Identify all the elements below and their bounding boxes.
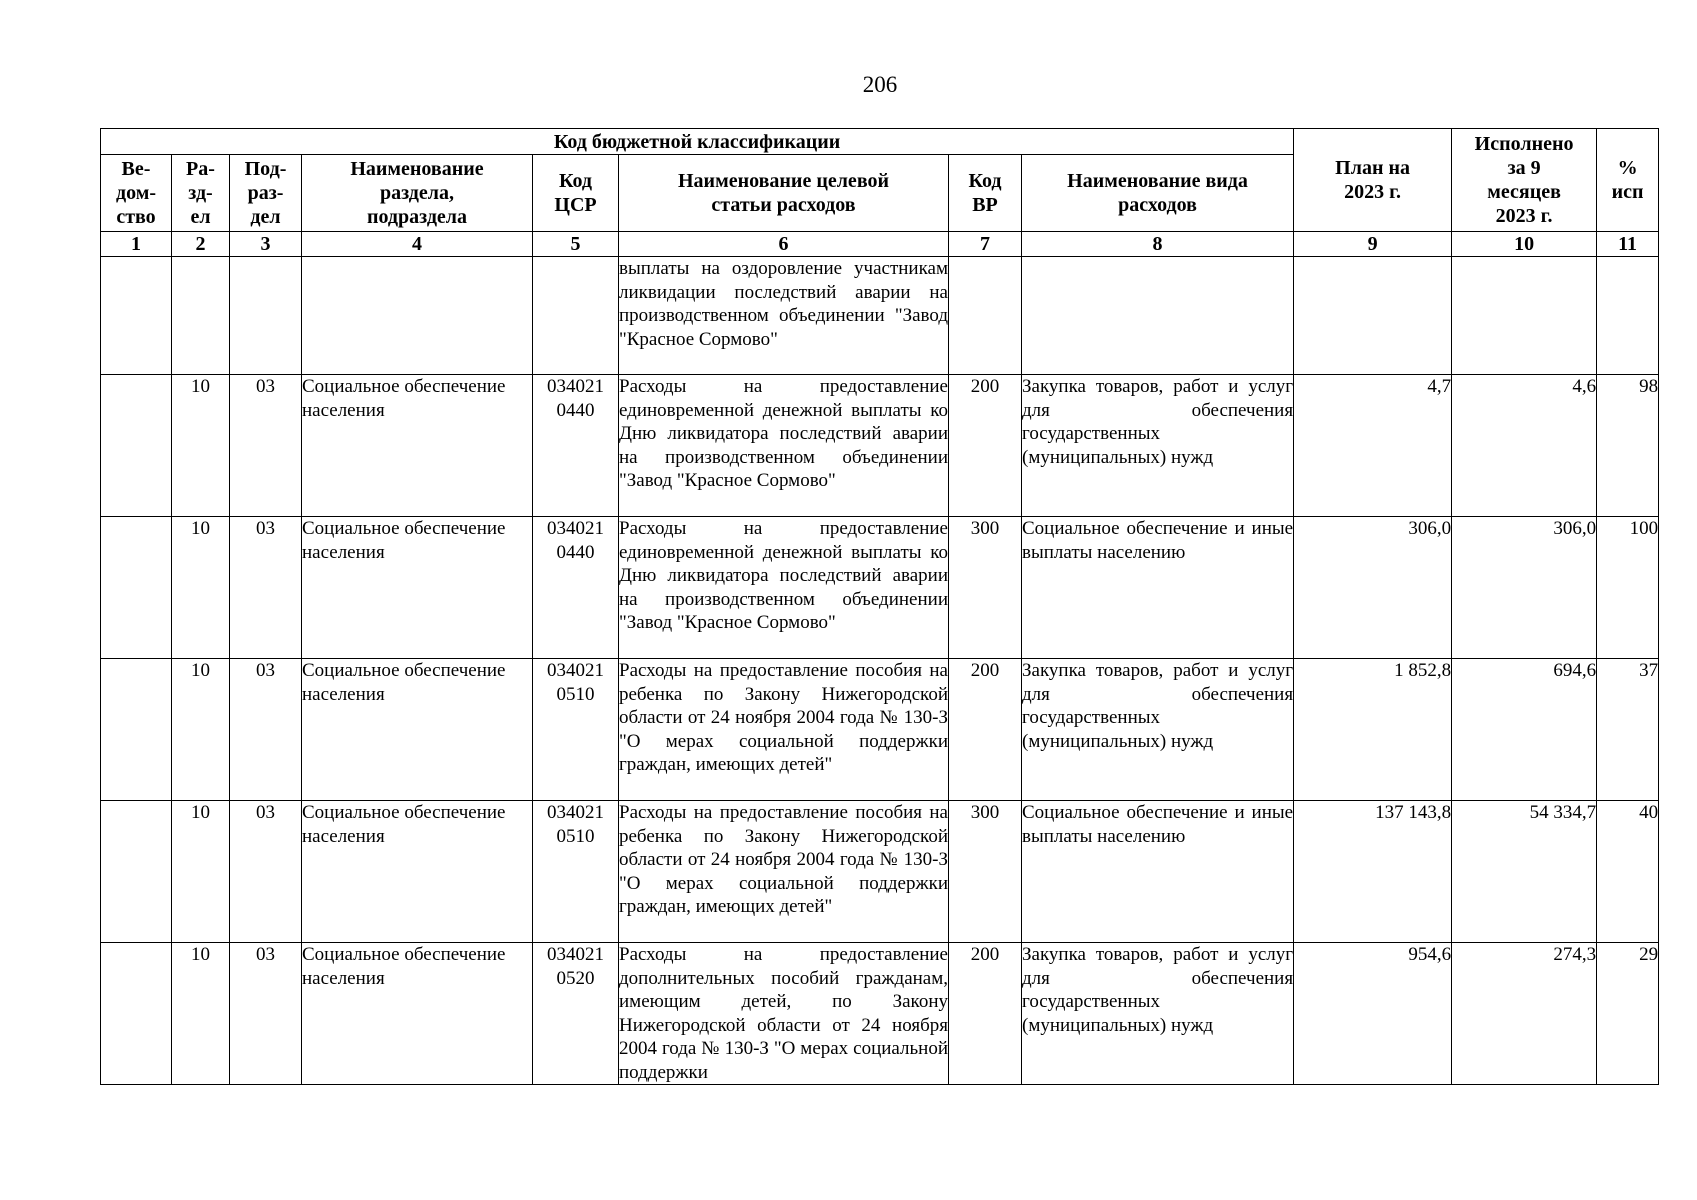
executed-cell: 54 334,7 [1452, 801, 1597, 943]
vedomstvo-cell [101, 375, 172, 517]
col-header-csr-code: Код ЦСР [533, 155, 619, 232]
csr-code-cell: 034021 0440 [533, 517, 619, 659]
podrazdel-cell: 03 [230, 375, 302, 517]
target-name-cell: Расходы на предоставление пособия на ребенка по Закону Нижегородской области от 24 ноября 2004 года № 130-З "О мерах социальной поддержки граждан, имеющих детей" [619, 801, 949, 943]
col-header-vr-code: Код ВР [949, 155, 1022, 232]
section-name-cell: Социальное обеспечение населения [302, 943, 533, 1085]
plan-cell: 4,7 [1294, 375, 1452, 517]
plan-cell: 306,0 [1294, 517, 1452, 659]
vr-code-cell: 200 [949, 943, 1022, 1085]
col-number: 3 [230, 232, 302, 257]
vedomstvo-cell [101, 801, 172, 943]
vedomstvo-cell [101, 659, 172, 801]
podrazdel-cell: 03 [230, 943, 302, 1085]
razdel-cell: 10 [172, 375, 230, 517]
podrazdel-cell: 03 [230, 659, 302, 801]
section-name-cell: Социальное обеспечение населения [302, 375, 533, 517]
vr-code-cell: 200 [949, 659, 1022, 801]
col-header-razdel: Ра- зд- ел [172, 155, 230, 232]
col-header-plan: План на 2023 г. [1294, 129, 1452, 232]
col-number: 8 [1022, 232, 1294, 257]
csr-code-cell: 034021 0510 [533, 659, 619, 801]
executed-cell: 694,6 [1452, 659, 1597, 801]
razdel-cell: 10 [172, 659, 230, 801]
vedomstvo-cell [101, 517, 172, 659]
expense-type-cell: Закупка товаров, работ и услуг для обеспечения государственных (муниципальных) нужд [1022, 659, 1294, 801]
table-row-continuation [101, 257, 1659, 375]
table-row [101, 943, 1659, 1085]
col-header-executed: Исполнено за 9 месяцев 2023 г. [1452, 129, 1597, 232]
plan-cell: 137 143,8 [1294, 801, 1452, 943]
plan-cell: 954,6 [1294, 943, 1452, 1085]
section-name-cell: Социальное обеспечение населения [302, 517, 533, 659]
target-name-cell: Расходы на предоставление единовременной денежной выплаты ко Дню ликвидатора последствий аварии на производственном объединении "Завод "Красное Сормово" [619, 517, 949, 659]
percent-cell: 37 [1597, 659, 1659, 801]
percent-cell: 40 [1597, 801, 1659, 943]
section-name-cell: Социальное обеспечение населения [302, 801, 533, 943]
col-header-target-name: Наименование целевой статьи расходов [619, 155, 949, 232]
col-header-expense-type: Наименование вида расходов [1022, 155, 1294, 232]
csr-code-cell: 034021 0520 [533, 943, 619, 1085]
col-number: 10 [1452, 232, 1597, 257]
executed-cell: 274,3 [1452, 943, 1597, 1085]
target-name-cell: выплаты на оздоровление участникам ликвидации последствий аварии на производственном объединении "Завод "Красное Сормово" [619, 257, 949, 375]
percent-cell: 29 [1597, 943, 1659, 1085]
podrazdel-cell: 03 [230, 801, 302, 943]
table-row [101, 659, 1659, 801]
csr-code-cell: 034021 0440 [533, 375, 619, 517]
expense-type-cell: Социальное обеспечение и иные выплаты населению [1022, 801, 1294, 943]
col-header-section-name: Наименование раздела, подраздела [302, 155, 533, 232]
razdel-cell: 10 [172, 943, 230, 1085]
vedomstvo-cell [101, 943, 172, 1085]
vr-code-cell: 200 [949, 375, 1022, 517]
page-number: 206 [862, 72, 898, 97]
table-row [101, 517, 1659, 659]
col-number: 9 [1294, 232, 1452, 257]
csr-code-cell: 034021 0510 [533, 801, 619, 943]
col-number: 11 [1597, 232, 1659, 257]
expense-type-cell: Закупка товаров, работ и услуг для обеспечения государственных (муниципальных) нужд [1022, 943, 1294, 1085]
col-header-percent: % исп [1597, 129, 1659, 232]
razdel-cell: 10 [172, 517, 230, 659]
col-number: 7 [949, 232, 1022, 257]
vr-code-cell: 300 [949, 517, 1022, 659]
percent-cell: 100 [1597, 517, 1659, 659]
col-number: 2 [172, 232, 230, 257]
target-name-cell: Расходы на предоставление дополнительных пособий гражданам, имеющим детей, по Закону Нижегородской области от 24 ноября 2004 года № 130-З "О мерах социальной поддержки [619, 944, 948, 1083]
executed-cell: 306,0 [1452, 517, 1597, 659]
table-row [101, 375, 1659, 517]
budget-code-group-header: Код бюджетной классификации [101, 129, 1294, 155]
plan-cell: 1 852,8 [1294, 659, 1452, 801]
podrazdel-cell: 03 [230, 517, 302, 659]
col-header-vedomstvo: Ве- дом- ство [101, 155, 172, 232]
target-name-cell: Расходы на предоставление единовременной денежной выплаты ко Дню ликвидатора последствий аварии на производственном объединении "Завод "Красное Сормово" [619, 375, 949, 517]
col-number: 5 [533, 232, 619, 257]
table-row [101, 801, 1659, 943]
executed-cell: 4,6 [1452, 375, 1597, 517]
percent-cell: 98 [1597, 375, 1659, 517]
section-name-cell: Социальное обеспечение населения [302, 659, 533, 801]
col-header-podrazdel: Под- раз- дел [230, 155, 302, 232]
expense-type-cell: Социальное обеспечение и иные выплаты населению [1022, 517, 1294, 659]
col-number: 6 [619, 232, 949, 257]
budget-table [100, 128, 1659, 1085]
target-name-cell: Расходы на предоставление пособия на ребенка по Закону Нижегородской области от 24 ноября 2004 года № 130-З "О мерах социальной поддержки граждан, имеющих детей" [619, 659, 949, 801]
col-number: 4 [302, 232, 533, 257]
razdel-cell: 10 [172, 801, 230, 943]
expense-type-cell: Закупка товаров, работ и услуг для обеспечения государственных (муниципальных) нужд [1022, 375, 1294, 517]
vr-code-cell: 300 [949, 801, 1022, 943]
col-number: 1 [101, 232, 172, 257]
